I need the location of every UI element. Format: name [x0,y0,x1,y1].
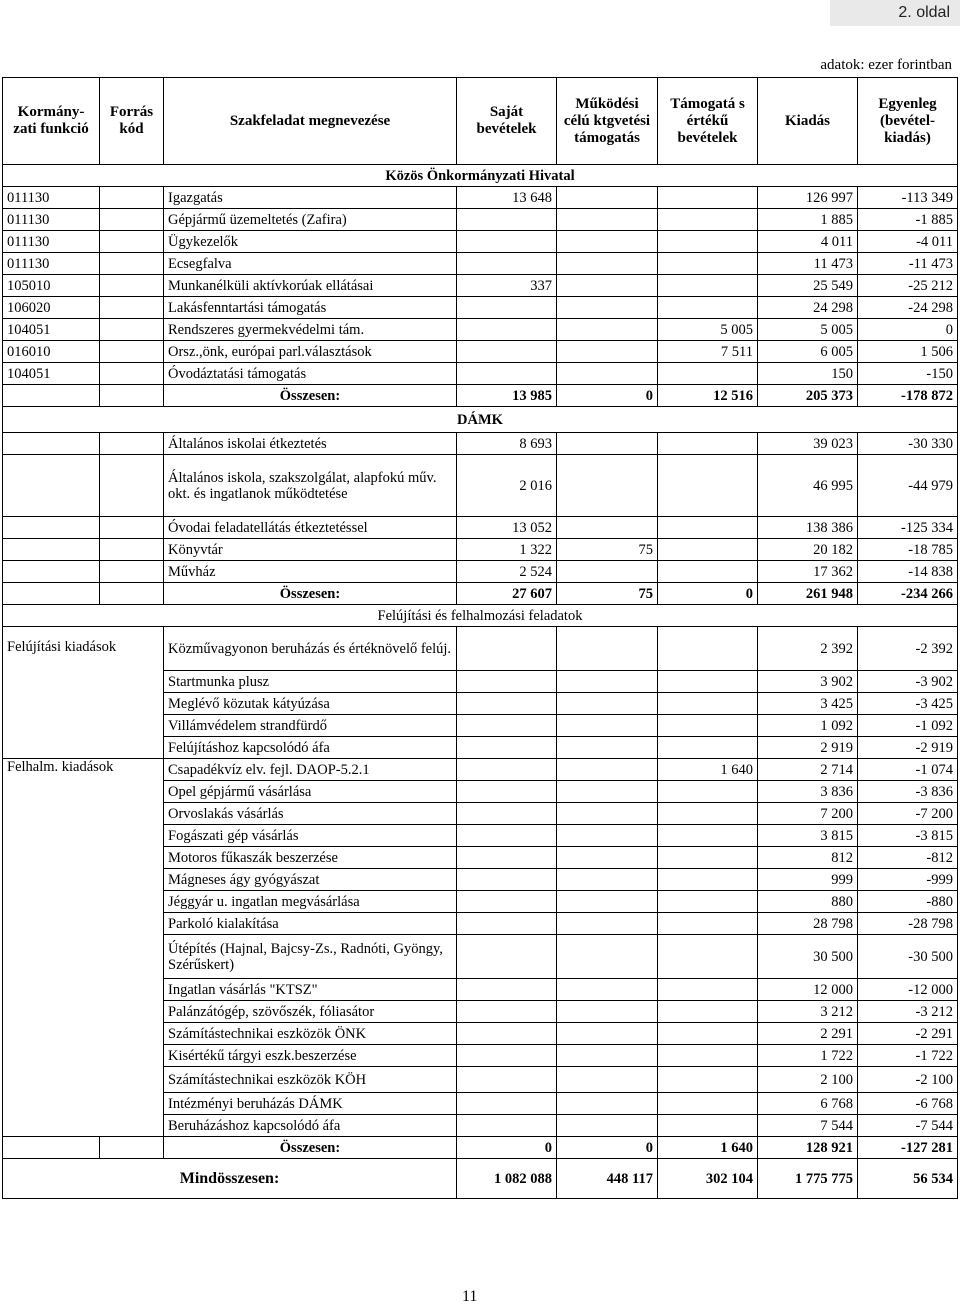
total-tamogatas: 0 [658,583,758,605]
row-kiadas: 150 [758,363,858,385]
row-egyenleg: -3 212 [858,1001,958,1023]
row-tamogatas [658,1115,758,1137]
row-name: Művház [164,561,457,583]
row-tamogatas [658,275,758,297]
row-egyenleg: -7 200 [858,803,958,825]
row-egyenleg: -1 722 [858,1045,958,1067]
row-tamogatas [658,935,758,979]
row-tamogatas [658,231,758,253]
total-sajat: 0 [457,1137,557,1159]
row-mukodesi [557,433,658,455]
row-name: Parkoló kialakítása [164,913,457,935]
row-code: 106020 [3,297,100,319]
row-kiadas: 28 798 [758,913,858,935]
header-row [3,78,958,165]
header-funkcio: Kormány-zati funkció [3,78,100,165]
row-sajat: 1 322 [457,539,557,561]
row-tamogatas [658,1023,758,1045]
row-tamogatas [658,913,758,935]
row-tamogatas [658,737,758,759]
group-felujitasi-label: Felújítási kiadások [3,627,164,759]
row-egyenleg: -3 836 [858,781,958,803]
row-tamogatas [658,671,758,693]
row-name: Csapadékvíz elv. fejl. DAOP-5.2.1 [164,759,457,781]
table-row [3,187,958,209]
row-name: Igazgatás [164,187,457,209]
row-egyenleg: -2 919 [858,737,958,759]
row-kiadas: 2 100 [758,1067,858,1093]
row-kiadas: 4 011 [758,231,858,253]
total-kiadas: 128 921 [758,1137,858,1159]
row-name: Ingatlan vásárlás "KTSZ" [164,979,457,1001]
row-name: Ecsegfalva [164,253,457,275]
row-name: Általános iskolai étkeztetés [164,433,457,455]
row-egyenleg: -3 425 [858,693,958,715]
row-mukodesi [557,517,658,539]
row-egyenleg: -44 979 [858,455,958,517]
row-kiadas: 880 [758,891,858,913]
row-kiadas: 2 919 [758,737,858,759]
row-tamogatas: 1 640 [658,759,758,781]
grand-total-label: Mindösszesen: [3,1159,457,1199]
total-sajat: 13 985 [457,385,557,407]
header-tamogatas: Támogatá s értékű bevételek [658,78,758,165]
section-title-row [3,605,958,627]
row-egyenleg: 1 506 [858,341,958,363]
row-sajat [457,363,557,385]
row-tamogatas [658,715,758,737]
row-egyenleg: -150 [858,363,958,385]
row-tamogatas [658,561,758,583]
row-name: Felújításhoz kapcsolódó áfa [164,737,457,759]
header-kiadas: Kiadás [758,78,858,165]
total-label: Összesen: [164,1137,457,1159]
grand-total-mukodesi: 448 117 [557,1159,658,1199]
row-code: 011130 [3,209,100,231]
row-code: 011130 [3,187,100,209]
row-sajat [457,319,557,341]
row-kiadas: 1 722 [758,1045,858,1067]
total-mukodesi: 75 [557,583,658,605]
row-tamogatas [658,825,758,847]
row-kiadas: 1 092 [758,715,858,737]
table-row [3,455,958,517]
table-row [3,209,958,231]
row-egyenleg: -25 212 [858,275,958,297]
page-label: 2. oldal [830,0,960,26]
row-tamogatas [658,979,758,1001]
row-mukodesi [557,275,658,297]
row-name: Mágneses ágy gyógyászat [164,869,457,891]
row-tamogatas [658,209,758,231]
row-mukodesi [557,231,658,253]
row-kiadas: 3 212 [758,1001,858,1023]
row-egyenleg: -125 334 [858,517,958,539]
section-title: DÁMK [3,407,958,433]
row-mukodesi [557,187,658,209]
row-name: Gépjármű üzemeltetés (Zafira) [164,209,457,231]
row-kiadas: 138 386 [758,517,858,539]
row-mukodesi [557,363,658,385]
row-egyenleg: -2 291 [858,1023,958,1045]
table-row [3,561,958,583]
grand-total-row [3,1159,958,1199]
table-row [3,231,958,253]
row-egyenleg: -812 [858,847,958,869]
row-egyenleg: -11 473 [858,253,958,275]
table-row [3,517,958,539]
row-sajat: 2 524 [457,561,557,583]
row-name: Ügykezelők [164,231,457,253]
row-egyenleg: -6 768 [858,1093,958,1115]
header-egyenleg: Egyenleg (bevétel-kiadás) [858,78,958,165]
row-tamogatas [658,781,758,803]
row-kiadas: 6 005 [758,341,858,363]
table-row [3,433,958,455]
table-row [3,319,958,341]
row-tamogatas [658,433,758,455]
row-egyenleg: -12 000 [858,979,958,1001]
row-kiadas: 5 005 [758,319,858,341]
row-kiadas: 12 000 [758,979,858,1001]
total-egyenleg: -178 872 [858,385,958,407]
row-name: Útépítés (Hajnal, Bajcsy-Zs., Radnóti, Gyöngy, Szérűskert) [164,935,457,979]
row-code: 016010 [3,341,100,363]
row-sajat [457,231,557,253]
budget-table [2,77,958,1199]
row-sajat: 8 693 [457,433,557,455]
row-tamogatas [658,1045,758,1067]
row-sajat [457,253,557,275]
row-egyenleg: 0 [858,319,958,341]
row-name: Számítástechnikai eszközök KÖH [164,1067,457,1093]
row-kiadas: 1 885 [758,209,858,231]
row-tamogatas [658,1067,758,1093]
row-name: Palánzátógép, szövőszék, fóliasátor [164,1001,457,1023]
row-mukodesi [557,253,658,275]
row-kiadas: 126 997 [758,187,858,209]
row-sajat: 337 [457,275,557,297]
total-label: Összesen: [164,583,457,605]
row-mukodesi [557,209,658,231]
units-note: adatok: ezer forintban [820,57,952,73]
row-name: Munkanélküli aktívkorúak ellátásai [164,275,457,297]
section-title-row [3,407,958,433]
row-name: Lakásfenntartási támogatás [164,297,457,319]
total-egyenleg: -234 266 [858,583,958,605]
row-egyenleg: -18 785 [858,539,958,561]
row-tamogatas [658,455,758,517]
row-mukodesi [557,455,658,517]
row-egyenleg: -4 011 [858,231,958,253]
row-kiadas: 999 [758,869,858,891]
row-mukodesi [557,561,658,583]
row-tamogatas [658,253,758,275]
row-name: Motoros fűkaszák beszerzése [164,847,457,869]
total-row [3,385,958,407]
row-sajat [457,297,557,319]
row-tamogatas [658,539,758,561]
row-tamogatas [658,627,758,671]
row-egyenleg: -1 092 [858,715,958,737]
section-title: Felújítási és felhalmozási feladatok [3,605,958,627]
row-name: Rendszeres gyermekvédelmi tám. [164,319,457,341]
row-tamogatas [658,297,758,319]
total-row [3,1137,958,1159]
row-egyenleg: -30 330 [858,433,958,455]
grand-total-sajat: 1 082 088 [457,1159,557,1199]
row-kiadas: 24 298 [758,297,858,319]
row-code: 104051 [3,319,100,341]
row-tamogatas: 5 005 [658,319,758,341]
row-egyenleg: -2 392 [858,627,958,671]
header-mukodesi: Működési célú ktgvetési támogatás [557,78,658,165]
row-egyenleg: -113 349 [858,187,958,209]
table-row [3,253,958,275]
row-name: Orsz.,önk, európai parl.választások [164,341,457,363]
row-tamogatas: 7 511 [658,341,758,363]
row-name: Jéggyár u. ingatlan megvásárlása [164,891,457,913]
row-tamogatas [658,891,758,913]
grand-total-tamogatas: 302 104 [658,1159,758,1199]
row-name: Meglévő közutak kátyúzása [164,693,457,715]
row-mukodesi [557,297,658,319]
total-row [3,583,958,605]
grand-total-egyenleg: 56 534 [858,1159,958,1199]
table-row [3,275,958,297]
row-tamogatas [658,869,758,891]
row-egyenleg: -14 838 [858,561,958,583]
grand-total-kiadas: 1 775 775 [758,1159,858,1199]
row-egyenleg: -999 [858,869,958,891]
row-name: Fogászati gép vásárlás [164,825,457,847]
section-title-row [3,165,958,187]
row-tamogatas [658,517,758,539]
row-egyenleg: -3 902 [858,671,958,693]
row-tamogatas [658,363,758,385]
header-forras: Forrás kód [100,78,164,165]
row-name: Orvoslakás vásárlás [164,803,457,825]
row-egyenleg: -1 074 [858,759,958,781]
row-name: Opel gépjármű vásárlása [164,781,457,803]
row-sajat: 2 016 [457,455,557,517]
header-sajat: Saját bevételek [457,78,557,165]
group-felhalm-label: Felhalm. kiadások [3,759,164,1137]
row-kiadas: 20 182 [758,539,858,561]
row-egyenleg: -7 544 [858,1115,958,1137]
row-kiadas: 2 714 [758,759,858,781]
row-kiadas: 39 023 [758,433,858,455]
row-kiadas: 17 362 [758,561,858,583]
row-tamogatas [658,847,758,869]
row-kiadas: 25 549 [758,275,858,297]
row-mukodesi [557,319,658,341]
row-name: Általános iskola, szakszolgálat, alapfokú műv. okt. és ingatlanok működtetése [164,455,457,517]
total-tamogatas: 1 640 [658,1137,758,1159]
table-row [3,363,958,385]
row-egyenleg: -30 500 [858,935,958,979]
row-egyenleg: -24 298 [858,297,958,319]
row-kiadas: 7 200 [758,803,858,825]
total-label: Összesen: [164,385,457,407]
total-egyenleg: -127 281 [858,1137,958,1159]
row-kiadas: 46 995 [758,455,858,517]
row-kiadas: 30 500 [758,935,858,979]
total-kiadas: 205 373 [758,385,858,407]
table-row [3,341,958,363]
row-tamogatas [658,187,758,209]
table-row [3,539,958,561]
row-name: Kisértékű tárgyi eszk.beszerzése [164,1045,457,1067]
row-sajat: 13 052 [457,517,557,539]
header-szakfeladat: Szakfeladat megnevezése [164,78,457,165]
row-sajat: 13 648 [457,187,557,209]
row-kiadas: 3 425 [758,693,858,715]
total-sajat: 27 607 [457,583,557,605]
row-name: Közművagyonon beruházás és értéknövelő felúj. [164,627,457,671]
row-kiadas: 812 [758,847,858,869]
row-name: Beruházáshoz kapcsolódó áfa [164,1115,457,1137]
row-tamogatas [658,1001,758,1023]
page-number: 11 [462,1288,478,1305]
row-name: Könyvtár [164,539,457,561]
row-name: Startmunka plusz [164,671,457,693]
table-row [3,297,958,319]
row-code: 011130 [3,253,100,275]
row-name: Óvodai feladatellátás étkeztetéssel [164,517,457,539]
row-egyenleg: -28 798 [858,913,958,935]
row-kiadas: 3 815 [758,825,858,847]
row-kiadas: 2 291 [758,1023,858,1045]
table-body [3,165,958,1199]
row-kiadas: 2 392 [758,627,858,671]
total-tamogatas: 12 516 [658,385,758,407]
row-mukodesi: 75 [557,539,658,561]
row-sajat [457,341,557,363]
row-sajat [457,209,557,231]
row-kiadas: 6 768 [758,1093,858,1115]
row-name: Óvodáztatási támogatás [164,363,457,385]
row-mukodesi [557,341,658,363]
row-egyenleg: -1 885 [858,209,958,231]
row-egyenleg: -2 100 [858,1067,958,1093]
row-kiadas: 7 544 [758,1115,858,1137]
row-tamogatas [658,803,758,825]
row-kiadas: 11 473 [758,253,858,275]
row-tamogatas [658,1093,758,1115]
row-egyenleg: -880 [858,891,958,913]
row-kiadas: 3 836 [758,781,858,803]
row-code: 105010 [3,275,100,297]
section-title: Közös Önkormányzati Hivatal [3,165,958,187]
row-code: 011130 [3,231,100,253]
table-row [3,627,958,671]
row-code: 104051 [3,363,100,385]
total-mukodesi: 0 [557,385,658,407]
table-row [3,759,958,781]
total-mukodesi: 0 [557,1137,658,1159]
row-name: Számítástechnikai eszközök ÖNK [164,1023,457,1045]
row-egyenleg: -3 815 [858,825,958,847]
row-name: Intézményi beruházás DÁMK [164,1093,457,1115]
total-kiadas: 261 948 [758,583,858,605]
row-name: Villámvédelem strandfürdő [164,715,457,737]
row-tamogatas [658,693,758,715]
row-kiadas: 3 902 [758,671,858,693]
